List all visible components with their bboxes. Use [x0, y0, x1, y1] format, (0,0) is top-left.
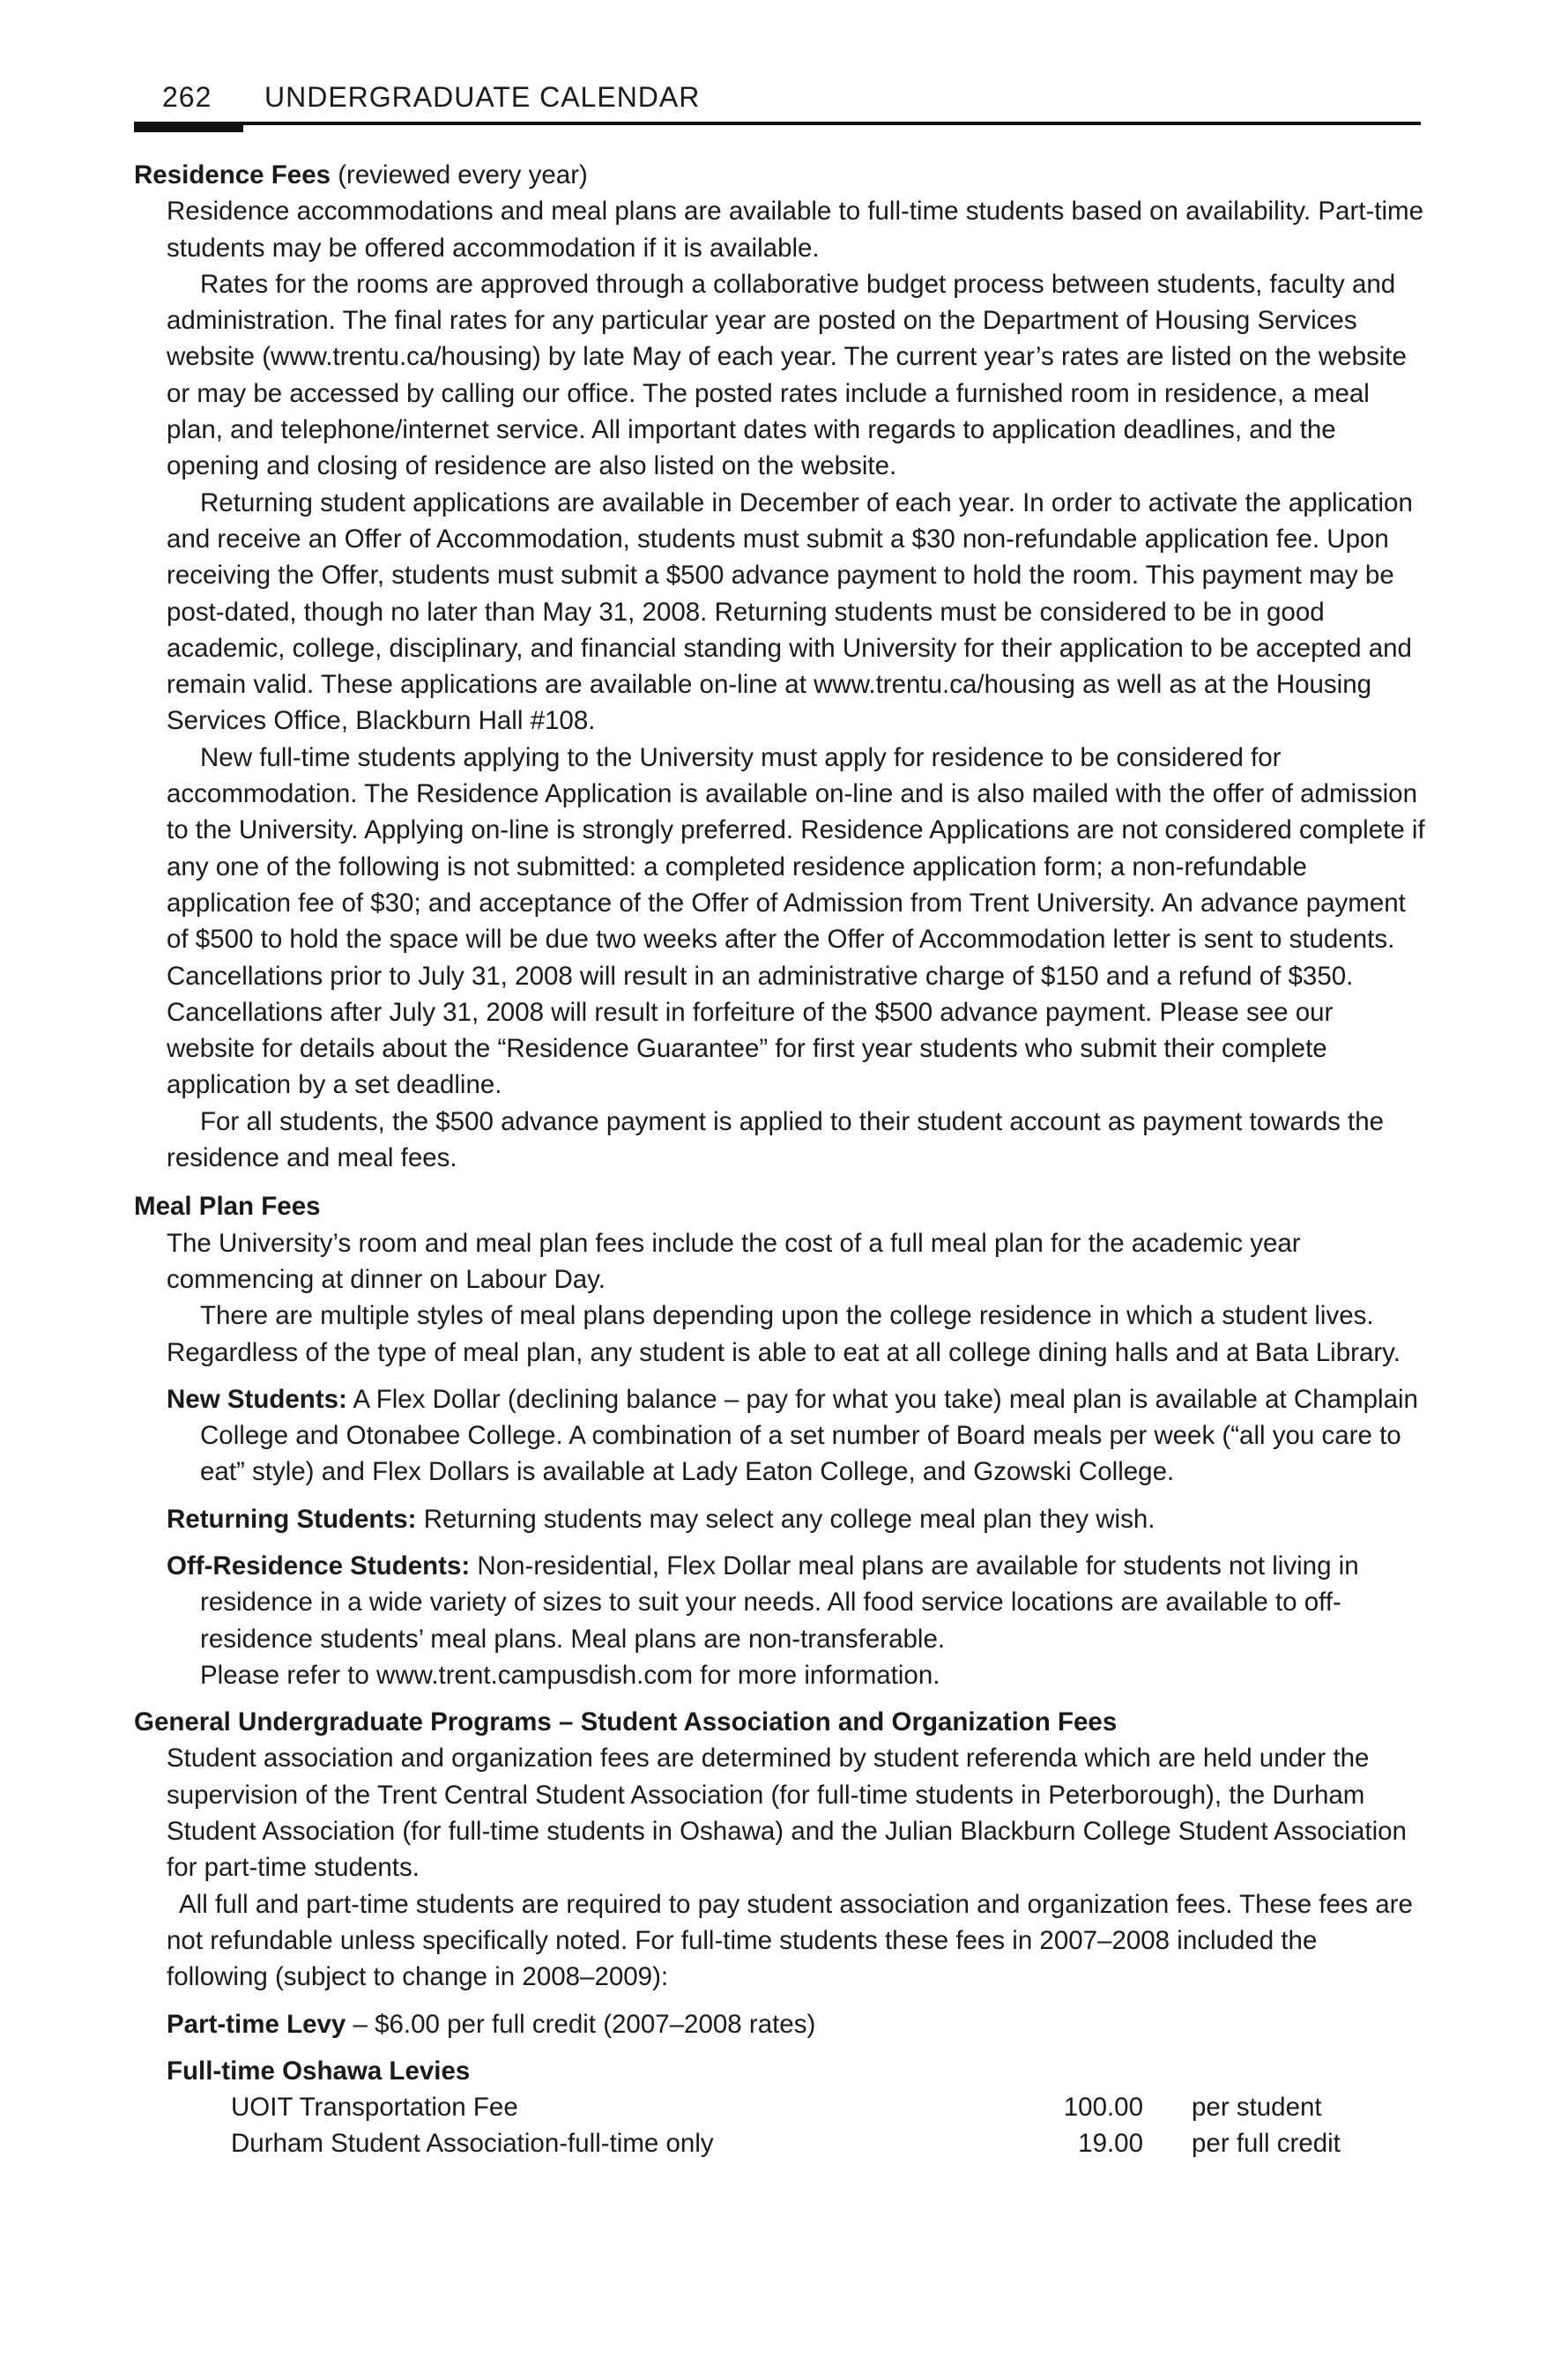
header-rule — [134, 122, 1421, 125]
fee-unit: per full credit — [1192, 2129, 1341, 2159]
paragraph: Student association and organization fees are determined by student referenda which are held under the supervision of the Trent Central Student Association (for full-time students in Peterborough), the Durham Student Association (for full-time students in Oshawa) and the Julian Blackburn College Student Association for part-time students. — [167, 1744, 1407, 1883]
page-number: 262 — [162, 81, 212, 113]
paragraph: Rates for the rooms are approved through a collaborative budget process between students, faculty and administration. The final rates for any particular year are posted on the Department of Housing Services website (www.trentu.ca/housing) by late May of each year. The current year’s rates are listed on the website or may be accessed by calling our office. The posted rates include a furnished room in residence, a meal plan, and telephone/internet service. All important dates with regards to application deadlines, and the opening and closing of residence are also listed on the website. — [167, 269, 1407, 481]
heading-text: Residence Fees — [134, 160, 331, 190]
running-title: UNDERGRADUATE CALENDAR — [264, 81, 701, 113]
fee-amount: 19.00 — [1078, 2129, 1143, 2159]
fee-row — [134, 2125, 1425, 2161]
entry-text: Returning students may select any college meal plan they wish. — [416, 1504, 1155, 1534]
paragraph: For all students, the $500 advance payment is applied to their student account as payment towards the residence and meal fees. — [167, 1106, 1385, 1173]
paragraph: All full and part-time students are required to pay student association and organization fees. These fees are not refundable unless specifically noted. For full-time students these fees in 2007–2008 included the following (subject to change in 2008–2009): — [167, 1889, 1413, 1992]
returning-students-entry — [134, 1501, 1425, 1537]
fee-unit: per student — [1192, 2093, 1322, 2123]
section-heading — [134, 157, 1425, 193]
entry-term: Part-time Levy — [167, 2009, 346, 2039]
refer-line: Please refer to www.trent.campusdish.com for more information. — [200, 1660, 940, 1690]
paragraph: New full-time students applying to the University must apply for residence to be considered for accommodation. The Residence Application is available on-line and is also mailed with the offer of admission to the University. Applying on-line is strongly preferred. Residence Applications are not considered complete if any one of the following is not submitted: a completed residence application form; a non-refundable application fee of $30; and acceptance of the Offer of Admission from Trent University. An advance payment of $500 to hold the space will be due two weeks after the Offer of Accommodation letter is sent to students. Cancellations prior to July 31, 2008 will result in an administrative charge of $150 and a refund of $350. Cancellations after July 31, 2008 will result in forfeiture of the $500 advance payment. Please see our website for details about the “Residence Guarantee” for first year students who submit their complete application by a set deadline. — [167, 742, 1425, 1100]
page-body — [134, 157, 1425, 2162]
entry-text: – $6.00 per full credit (2007–2008 rates) — [346, 2009, 816, 2039]
section-heading: General Undergraduate Programs – Student Association and Organization Fees — [134, 1707, 1118, 1737]
heading-note: (reviewed every year) — [338, 160, 588, 190]
entry-text: A Flex Dollar (declining balance – pay for what you take) meal plan is available at Champlain College and Otonabee College. A combination of a set number of Board meals per week (“all you care to eat” style) and Flex Dollars is available at Lady Eaton College, and Gzowski College. — [200, 1384, 1418, 1487]
oshawa-levies-title: Full-time Oshawa Levies — [167, 2056, 471, 2086]
paragraph: The University’s room and meal plan fees include the cost of a full meal plan for the academic year commencing at dinner on Labour Day. — [167, 1228, 1301, 1294]
entry-text: Non-residential, Flex Dollar meal plans are available for students not living in residence in a wide variety of sizes to suit your needs. All food service locations are available to off-residence students’ meal plans. Meal plans are non-transferable. — [200, 1551, 1359, 1654]
fee-row — [134, 2089, 1425, 2125]
off-residence-entry — [134, 1548, 1425, 1657]
entry-term: New Students: — [167, 1384, 347, 1414]
student-association-section — [134, 1704, 1425, 2162]
fee-item: Durham Student Association-full-time only — [231, 2129, 714, 2159]
paragraph: Returning student applications are available in December of each year. In order to activate the application and receive an Offer of Accommodation, students must submit a $30 non-refundable application fee. Upon receiving the Offer, students must submit a $500 advance payment to hold the room. This payment may be post-dated, though no later than May 31, 2008. Returning students must be considered to be in good academic, college, disciplinary, and financial standing with University for their application to be accepted and remain valid. These applications are available on-line at www.trentu.ca/housing as well as at the Housing Services Office, Blackburn Hall #108. — [167, 487, 1413, 736]
entry-term: Off-Residence Students: — [167, 1551, 471, 1580]
entry-term: Returning Students: — [167, 1504, 417, 1534]
section-heading: Meal Plan Fees — [134, 1192, 321, 1222]
fee-amount: 100.00 — [1063, 2093, 1143, 2123]
meal-plan-section — [134, 1188, 1425, 1693]
header-rule-tab — [134, 122, 243, 132]
paragraph: There are multiple styles of meal plans depending upon the college residence in which a student lives. Regardless of the type of meal plan, any student is able to eat at all college dining halls and at Bata Library. — [167, 1301, 1401, 1367]
paragraph: Residence accommodations and meal plans are available to full-time students based on availability. Part-time students may be offered accommodation if it is available. — [167, 197, 1424, 263]
fee-item: UOIT Transportation Fee — [231, 2093, 518, 2123]
new-students-entry — [134, 1381, 1425, 1491]
residence-fees-section — [134, 157, 1425, 1176]
page-header — [134, 81, 1421, 134]
part-time-levy-entry — [134, 2006, 1425, 2042]
